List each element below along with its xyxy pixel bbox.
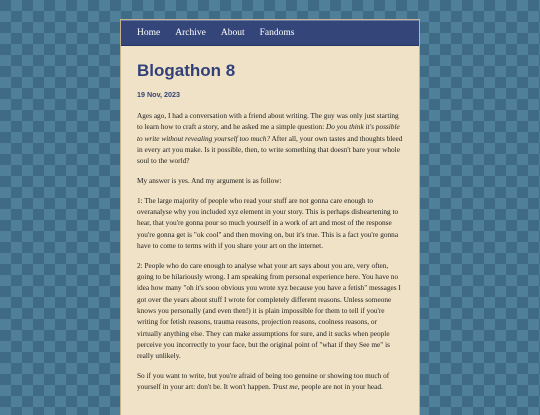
post-paragraph-1 <box>137 110 403 166</box>
paragraph-text: people are not in your head. <box>299 382 383 392</box>
nav-about-link[interactable]: About <box>220 28 245 38</box>
paragraph-text: So if you want to write, but you're afraid of being too genuine or showing too much of yourself in your art: don't be. It won't happen. <box>137 370 390 392</box>
paragraph-text: Ages ago, I had a conversation with a friend about writing. The guy was only just starting to learn how to craft a story, and he asked me a simple question: <box>137 111 399 132</box>
paragraph-emphasis: Trust me, <box>272 382 300 392</box>
post-title: Blogathon 8 <box>137 61 236 80</box>
nav-home-link[interactable]: Home <box>137 28 161 38</box>
post-paragraph-5 <box>137 370 403 393</box>
top-nav <box>121 20 419 46</box>
paragraph-text: After all, your own tastes and thoughts bleed in every art you make. Is it possible, then, to write something that doesn't bare your whole soul to the world? <box>137 133 403 166</box>
nav-fandoms-link[interactable]: Fandoms <box>259 28 295 38</box>
page-container <box>121 20 419 415</box>
post-paragraph-3: 1: The large majority of people who read your stuff are not gonna care enough to overanalyse why you included xyz element in your story. This is perhaps disheartening to hear, that you're gonna pour so much yourself in a work of art and most of the response you're gonna get is "ok cool" and then moving on, but it's true. This is a fact you're gonna have to come to terms with if you share your art on the internet. <box>137 195 399 250</box>
nav-archive-link[interactable]: Archive <box>175 28 206 38</box>
post-content <box>121 46 419 393</box>
post-date: 19 Nov, 2023 <box>137 90 181 99</box>
post-paragraph-4: 2: People who do care enough to analyse what your art says about you are, very often, going to be hilariously wrong. I am speaking from personal experience here. You have no idea how many "oh it's sooo obvious you wrote xyz because you have a fetish" messages I got over the years about stuff I wrote for completely different reasons. Unless someone knows you personally (and even then!) it is plain impossible for them to tell if you're writing for fetish reasons, trauma reasons, projection reasons, coolness reasons, or virtually anything else. They can make assumptions for sure, and it sucks when people perceive you incorrectly to your face, but the original point of "what if they See me" is really unlikely. <box>137 260 401 361</box>
paragraph-emphasis: Do you think it's possible to write without revealing yourself too much? <box>137 122 400 143</box>
post-paragraph-2: My answer is yes. And my argument is as follow: <box>137 175 282 185</box>
post-body <box>137 110 403 393</box>
